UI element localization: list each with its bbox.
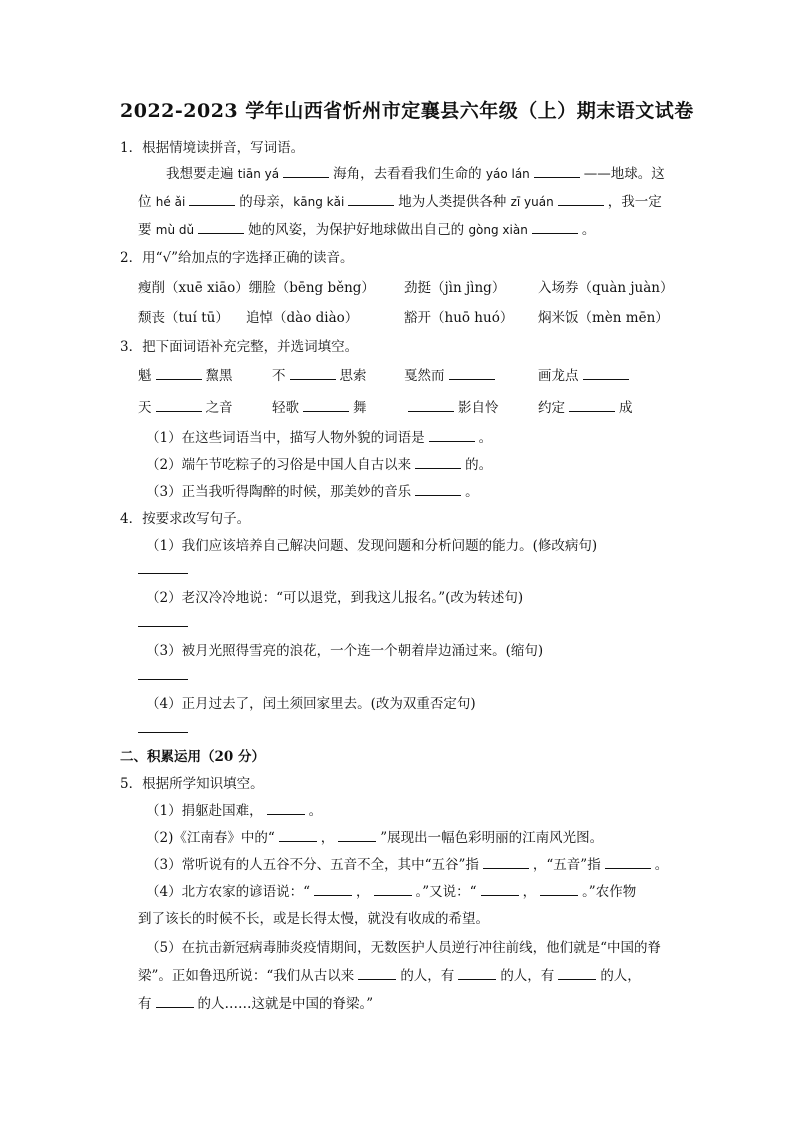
q1-text: 的母亲， [239,194,294,210]
answer-blank[interactable] [338,828,376,842]
answer-blank[interactable] [348,192,394,206]
q5-sub-5-cont [138,964,641,984]
word-part: 天 [138,400,152,416]
q1-text: 海角，去看看我们生命的 [333,166,486,182]
answer-blank[interactable] [408,398,454,412]
pinyin: hé ǎi [155,195,186,209]
sub-text: 。”又说：“ [415,884,477,900]
answer-blank[interactable] [290,366,336,380]
q1-line-2 [138,190,662,210]
pinyin: mù dǔ [155,223,195,237]
q1-heading: 1．根据情境读拼音，写词语。 [120,140,305,156]
q1-text: 她的风姿，为保护好地球做出自己的 [248,222,469,238]
q2-item[interactable]: 颓丧（tuí tū） [138,310,229,326]
answer-line[interactable] [138,679,188,680]
answer-blank[interactable] [303,398,349,412]
answer-line[interactable] [138,732,188,733]
answer-line[interactable] [138,573,188,574]
q2-item[interactable]: 瘦削（xuē xiāo）绷脸（bēng běng） [138,280,375,296]
q5-sub-1 [146,799,322,819]
sub-text: 的。 [465,457,493,473]
q3-sub-1 [146,426,492,446]
answer-blank[interactable] [483,855,529,869]
q1-text: ——地球。这 [583,166,665,182]
word-part: 舞 [353,400,367,416]
q2-item[interactable]: 入场券（quàn juàn） [538,280,674,296]
sub-text: 有 [138,996,152,1012]
answer-blank[interactable] [583,366,629,380]
answer-blank[interactable] [569,398,615,412]
q5-sub-4-cont: 到了该长的时候不长，或是长得太慢，就没有收成的希望。 [138,911,489,927]
answer-blank[interactable] [267,801,305,815]
answer-blank[interactable] [279,828,317,842]
answer-blank[interactable] [481,882,519,896]
q3-word [138,364,233,384]
q2-item[interactable]: 追悼（dào diào） [246,310,359,326]
word-part: 思索 [339,368,367,384]
word-part: 成 [619,400,633,416]
answer-blank[interactable] [532,220,578,234]
q1-text: 地为人类提供各种 [398,194,511,210]
q1-text: 位 [138,194,156,210]
word-part: 魁 [138,368,152,384]
word-part: 约定 [538,400,565,416]
answer-blank[interactable] [156,398,202,412]
word-part: 不 [272,368,286,384]
q3-sub-3 [146,480,479,500]
answer-blank[interactable] [458,966,496,980]
answer-blank[interactable] [374,882,412,896]
sub-text: ，“五音”指 [532,857,601,873]
answer-blank[interactable] [415,455,461,469]
sub-text: （3）常听说有的人五谷不分、五音不全，其中“五谷”指 [146,857,479,873]
answer-blank[interactable] [314,882,352,896]
sub-text: （4）北方农家的谚语说：“ [146,884,310,900]
word-part: 轻歌 [272,400,299,416]
pinyin: tiān yá [237,167,280,181]
answer-blank[interactable] [540,882,578,896]
q3-word [272,396,367,416]
sub-text: ， [320,830,335,846]
sub-text: 的人， [600,968,641,984]
q2-item[interactable]: 劲挺（jìn jìng） [404,280,506,296]
sub-text: 的人……这就是中国的脊梁。” [197,996,374,1012]
q2-item[interactable]: 焖米饭（mèn mēn） [538,310,669,326]
sub-text: 。 [308,803,323,819]
answer-blank[interactable] [449,366,495,380]
sub-text: （1）捐躯赴国难， [146,803,263,819]
q3-word [538,396,633,416]
q1-text: 我想要走遍 [166,166,238,182]
word-part: 黧黑 [205,368,233,384]
q5-heading: 5．根据所学知识填空。 [120,776,264,792]
q1-text: ，我一定 [607,194,662,210]
answer-blank[interactable] [156,366,202,380]
answer-blank[interactable] [605,855,651,869]
word-part: 戛然而 [404,368,445,384]
word-part: 影自怜 [458,400,499,416]
q3-heading: 3．把下面词语补充完整，并选词填空。 [120,339,359,355]
q5-sub-5: （5）在抗击新冠病毒肺炎疫情期间，无数医护人员逆行冲往前线，他们就是“中国的脊 [146,940,661,956]
answer-blank[interactable] [156,994,194,1008]
pinyin: zī yuán [510,195,554,209]
sub-text: ， [356,884,370,900]
answer-blank[interactable] [415,482,461,496]
q4-sub-2: （2）老汉冷冷地说：“可以退党，到我这儿报名。”(改为转述句) [146,590,524,606]
q3-word [272,364,367,384]
answer-blank[interactable] [558,966,596,980]
answer-blank[interactable] [283,164,329,178]
sub-text: ”展现出一幅色彩明丽的江南风光图。 [380,830,604,846]
answer-blank[interactable] [198,220,244,234]
q5-sub-3 [146,853,668,873]
q3-word [404,364,499,384]
answer-blank[interactable] [534,164,580,178]
sub-text: 的人，有 [400,968,455,984]
sub-text: 。 [465,484,479,500]
pinyin: kāng kǎi [293,195,345,209]
sub-text: 。”农作物 [582,884,637,900]
answer-blank[interactable] [358,966,396,980]
q2-item[interactable]: 豁开（huō huó） [404,310,514,326]
answer-blank[interactable] [189,192,235,206]
q1-line-3 [138,218,595,238]
word-part: 画龙点 [538,368,579,384]
word-part: 之音 [205,400,233,416]
q4-sub-1: （1）我们应该培养自己解决问题、发现问题和分析问题的能力。(修改病句) [146,538,598,554]
sub-text: （3）正当我听得陶醉的时候，那美妙的音乐 [146,484,412,500]
sub-text: 。 [478,430,493,446]
sub-text: ， [522,884,537,900]
q5-sub-5-cont [138,992,373,1012]
q5-sub-2 [146,826,603,846]
sub-text: （1）在这些词语当中，描写人物外貌的词语是 [146,430,425,446]
q3-sub-2 [146,453,492,473]
q1-line-1 [166,162,665,182]
sub-text: 梁”。正如鲁迅所说：“我们从古以来 [138,968,355,984]
q5-sub-4 [146,880,636,900]
q1-text: 。 [581,222,596,238]
sub-text: （2)《江南春》中的“ [146,830,275,846]
section-heading: 二、积累运用（20 分） [120,749,265,765]
pinyin: gòng xiàn [468,223,528,237]
answer-blank[interactable] [558,192,604,206]
q4-heading: 4．按要求改写句子。 [120,511,251,527]
sub-text: 的人，有 [500,968,555,984]
answer-blank[interactable] [429,428,475,442]
sub-text: 。 [654,857,669,873]
page-title: 2022-2023 学年山西省忻州市定襄县六年级（上）期末语文试卷 [120,100,694,122]
q4-sub-4: （4）正月过去了，闰土须回家里去。(改为双重否定句) [146,696,476,712]
q4-sub-3: （3）被月光照得雪亮的浪花，一个连一个朝着岸边涌过来。(缩句) [146,643,544,659]
q3-word [404,396,499,416]
pinyin: yáo lán [485,167,530,181]
q1-text: 要 [138,222,156,238]
answer-line[interactable] [138,626,188,627]
sub-text: （2）端午节吃粽子的习俗是中国人自古以来 [146,457,412,473]
q3-word [538,364,633,384]
q3-word [138,396,233,416]
q2-heading: 2．用“√”给加点的字选择正确的读音。 [120,250,354,266]
